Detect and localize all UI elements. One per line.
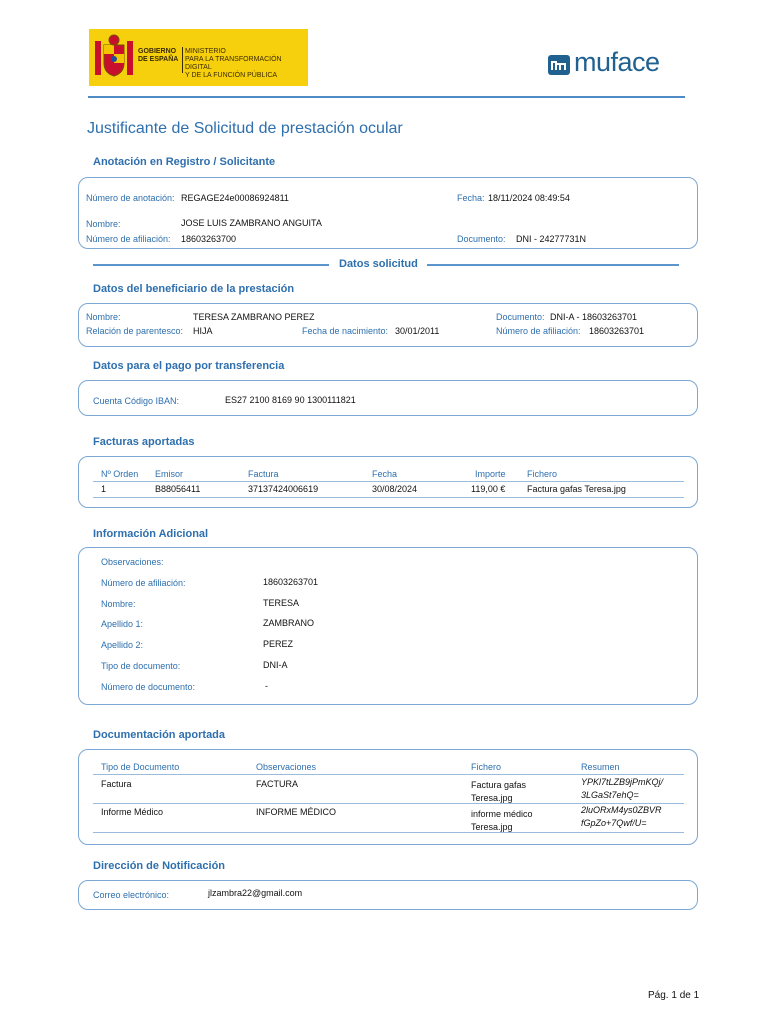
info-num-doc-value: - [265, 681, 268, 691]
section-info-adicional-title: Información Adicional [93, 528, 209, 540]
observaciones-label: Observaciones: [101, 557, 164, 567]
doc-row1-tipo: Factura [101, 779, 132, 789]
info-num-doc-label: Número de documento: [101, 682, 196, 692]
header-rule [88, 96, 685, 98]
section-pago-title: Datos para el pago por transferencia [93, 360, 285, 372]
page-number: Pág. 1 de 1 [648, 990, 700, 1001]
parentesco-value: HIJA [193, 326, 213, 336]
info-tipo-doc-label: Tipo de documento: [101, 661, 181, 671]
doc-row1-resumen-2: 3LGaSt7ehQ= [581, 790, 639, 800]
doc-row1-resumen-1: YPKl7tLZB9jPmKQj/ [581, 777, 664, 787]
doc-row1-rule [93, 803, 684, 804]
doc-row2-resumen-2: fGpZo+7Qwf/U= [581, 818, 647, 828]
section-facturas-title: Facturas aportadas [93, 436, 195, 448]
info-nombre-value: TERESA [263, 598, 300, 608]
beneficiario-box [78, 303, 698, 347]
numero-anotacion-label: Número de anotación: [86, 193, 175, 203]
document-title: Justificante de Solicitud de prestación ocular [87, 120, 403, 137]
gobierno-logo [89, 29, 308, 86]
solicitante-nombre-label: Nombre: [86, 219, 121, 229]
doc-row1-obs: FACTURA [256, 779, 299, 789]
solicitante-afiliacion-value: 18603263700 [181, 234, 237, 244]
nacimiento-label: Fecha de nacimiento: [302, 326, 389, 336]
factura-numero: 37137424006619 [248, 484, 319, 494]
divider-left [93, 264, 329, 266]
solicitante-documento-value: DNI - 24277731N [516, 234, 587, 244]
correo-label: Correo electrónico: [93, 890, 170, 900]
info-nombre-label: Nombre: [101, 599, 136, 609]
factura-fecha: 30/08/2024 [372, 484, 418, 494]
numero-anotacion-value: REGAGE24e00086924811 [181, 193, 289, 203]
coat-of-arms-icon [93, 33, 135, 82]
factura-orden: 1 [101, 484, 107, 494]
doc-header-rule [93, 774, 684, 775]
divider-right [427, 264, 679, 266]
solicitante-nombre-value: JOSE LUIS ZAMBRANO ANGUITA [181, 218, 322, 228]
section-documentacion-title: Documentación aportada [93, 729, 226, 741]
logo-separator [182, 47, 183, 73]
fecha-value: 18/11/2024 08:49:54 [488, 193, 570, 203]
doc-header-fichero: Fichero [471, 762, 502, 772]
info-apellido1-value: ZAMBRANO [263, 618, 315, 628]
muface-logo-text: muface [574, 47, 660, 77]
gobierno-text: GOBIERNO DE ESPAÑA [138, 48, 179, 63]
nacimiento-value: 30/01/2011 [395, 326, 440, 336]
doc-row1-fichero-1: Factura gafas [471, 780, 527, 790]
correo-value: jlzambra22@gmail.com [208, 888, 303, 898]
doc-row2-tipo: Informe Médico [101, 807, 164, 817]
facturas-header-orden: Nº Orden [101, 469, 139, 479]
beneficiario-nombre-value: TERESA ZAMBRANO PEREZ [193, 312, 315, 322]
facturas-row-rule [93, 497, 684, 498]
info-afiliacion-label: Número de afiliación: [101, 578, 186, 588]
info-apellido1-label: Apellido 1: [101, 619, 144, 629]
doc-row2-resumen-1: 2luORxM4ys0ZBVR [581, 805, 662, 815]
doc-row2-obs: INFORME MÉDICO [256, 807, 336, 817]
doc-row2-fichero-1: informe médico [471, 809, 533, 819]
facturas-header-importe: Importe [475, 469, 506, 479]
iban-label: Cuenta Código IBAN: [93, 396, 180, 406]
facturas-box [78, 456, 698, 508]
section-notificacion-title: Dirección de Notificación [93, 860, 226, 872]
beneficiario-documento-label: Documento: [496, 312, 545, 322]
muface-logo-icon [548, 55, 570, 75]
beneficiario-afiliacion-value: 18603263701 [589, 326, 645, 336]
notificacion-box [78, 880, 698, 910]
factura-importe: 119,00 € [471, 484, 506, 494]
factura-emisor: B88056411 [155, 484, 201, 494]
ministerio-text: MINISTERIO PARA LA TRANSFORMACIÓN DIGITAL Y DE LA FUNCIÓN PÚBLICA [185, 48, 282, 79]
fecha-label: Fecha: [457, 193, 485, 203]
facturas-header-emisor: Emisor [155, 469, 184, 479]
beneficiario-afiliacion-label: Número de afiliación: [496, 326, 581, 336]
section-beneficiario-title: Datos del beneficiario de la prestación [93, 283, 295, 295]
beneficiario-nombre-label: Nombre: [86, 312, 121, 322]
doc-header-observaciones: Observaciones [256, 762, 317, 772]
info-apellido2-value: PEREZ [263, 639, 294, 649]
info-apellido2-label: Apellido 2: [101, 640, 144, 650]
registro-box [78, 177, 698, 249]
doc-row2-fichero-2: Teresa.jpg [471, 822, 513, 832]
factura-fichero: Factura gafas Teresa.jpg [527, 484, 626, 494]
doc-header-tipo: Tipo de Documento [101, 762, 180, 772]
solicitante-afiliacion-label: Número de afiliación: [86, 234, 171, 244]
facturas-header-factura: Factura [248, 469, 279, 479]
section-registro-title: Anotación en Registro / Solicitante [93, 156, 276, 168]
doc-row1-fichero-2: Teresa.jpg [471, 793, 513, 803]
beneficiario-documento-value: DNI-A - 18603263701 [550, 312, 638, 322]
facturas-header-fecha: Fecha [372, 469, 398, 479]
facturas-header-fichero: Fichero [527, 469, 558, 479]
solicitante-documento-label: Documento: [457, 234, 506, 244]
doc-header-resumen: Resumen [581, 762, 620, 772]
datos-solicitud-heading: Datos solicitud [339, 258, 418, 270]
facturas-header-rule [93, 481, 684, 482]
info-tipo-doc-value: DNI-A [263, 660, 288, 670]
iban-value: ES27 2100 8169 90 1300111821 [225, 395, 356, 405]
doc-row2-rule [93, 832, 684, 833]
parentesco-label: Relación de parentesco: [86, 326, 184, 336]
info-afiliacion-value: 18603263701 [263, 577, 319, 587]
